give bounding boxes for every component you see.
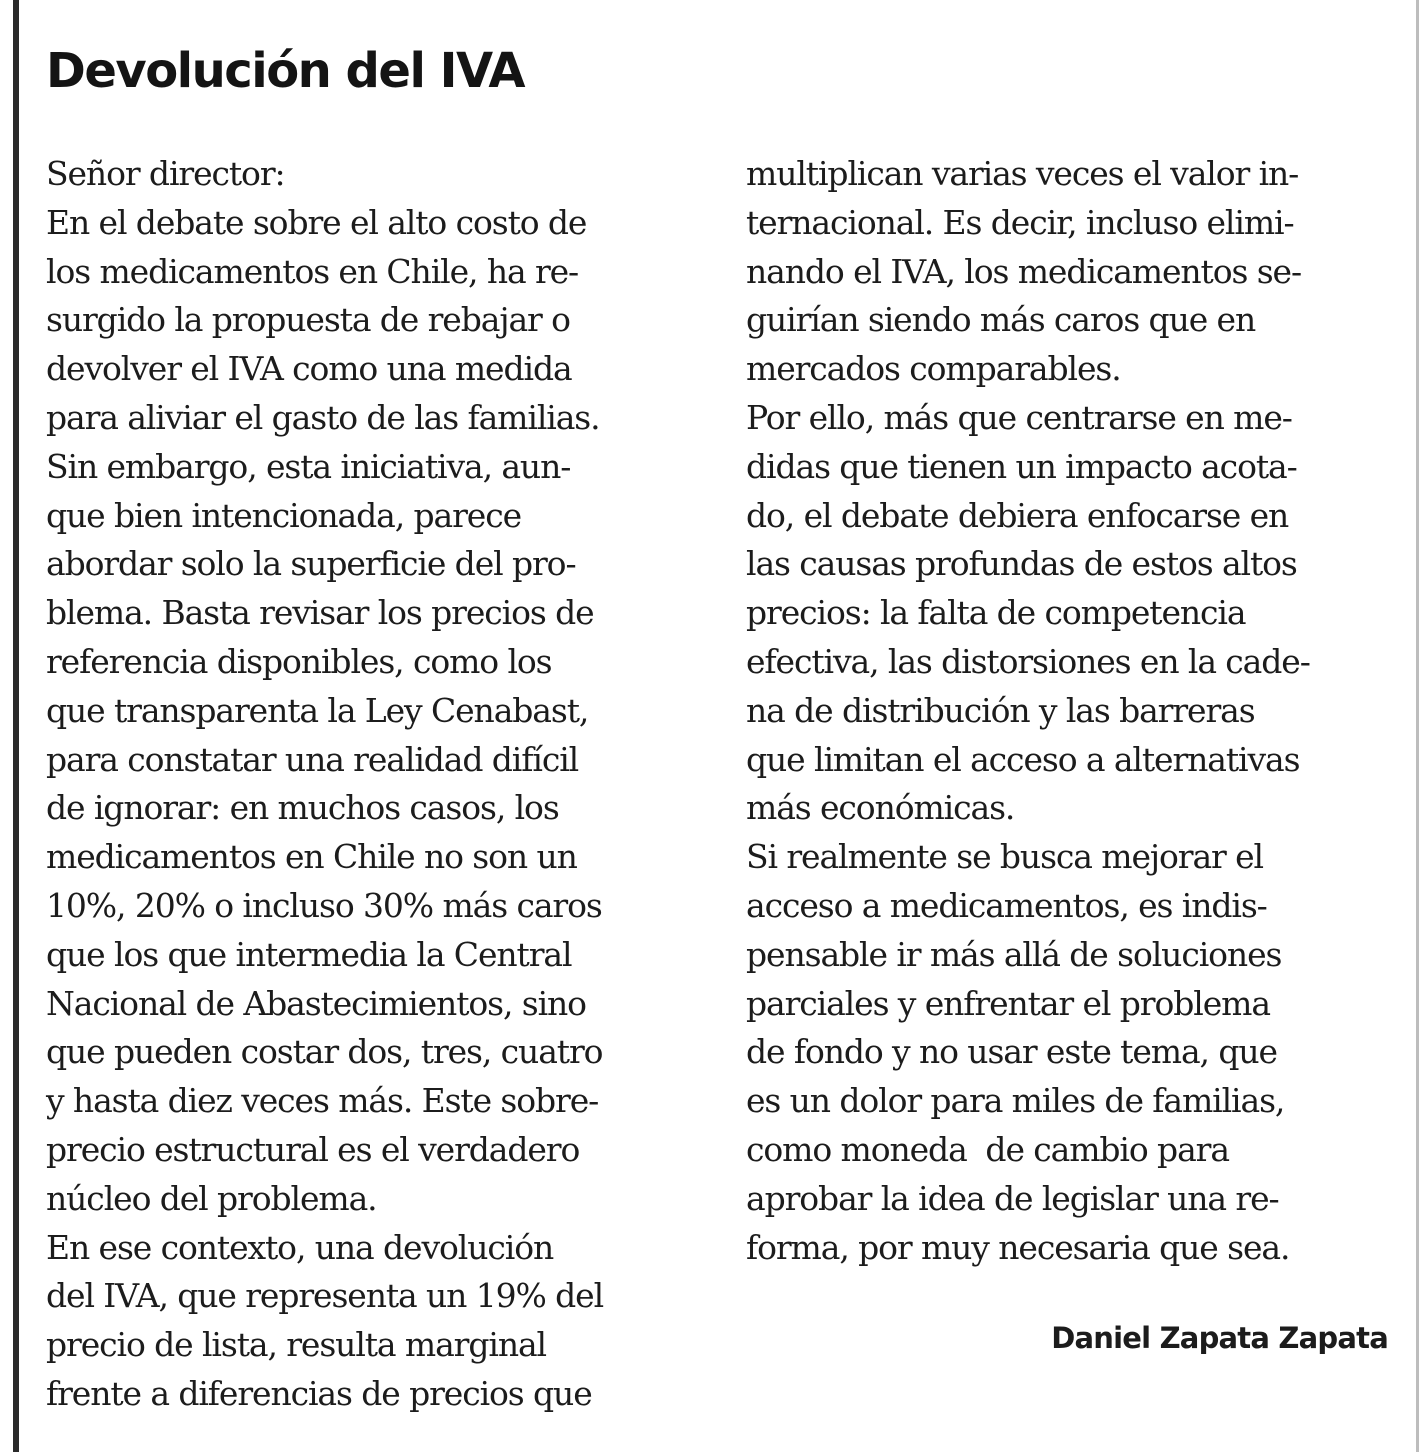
text-line: los medicamentos en Chile, ha re- [46,251,579,291]
text-line: nando el IVA, los medicamentos se- [746,251,1302,291]
text-line: Si realmente se busca mejorar el [746,837,1263,877]
text-line: surgido la propuesta de rebajar o [46,300,570,340]
text-line: núcleo del problema. [46,1178,377,1218]
text-line: 10%, 20% o incluso 30% más caros [46,885,602,925]
text-line: que limitan el acceso a alternativas [746,739,1300,779]
text-line: devolver el IVA como una medida [46,349,572,389]
column-rule-left [13,0,19,1452]
text-line: forma, por muy necesaria que sea. [746,1227,1290,1267]
text-line: parciales y enfrentar el problema [746,983,1270,1023]
text-line: blema. Basta revisar los precios de [46,593,594,633]
text-line: precios: la falta de competencia [746,593,1246,633]
text-line: didas que tienen un impacto acota- [746,446,1297,486]
text-line: acceso a medicamentos, es indis- [746,885,1267,925]
text-line: mercados comparables. [746,349,1121,389]
text-line: que los que intermedia la Central [46,934,572,974]
text-line: abordar solo la superficie del pro- [46,544,576,584]
text-line: aprobar la idea de legislar una re- [746,1178,1279,1218]
text-line: para constatar una realidad difícil [46,739,579,779]
text-line: que transparenta la Ley Cenabast, [46,690,589,730]
text-line: Nacional de Abastecimientos, sino [46,983,586,1023]
text-line: medicamentos en Chile no son un [46,837,577,877]
text-line: Sin embargo, esta iniciativa, aun- [46,446,571,486]
text-line: efectiva, las distorsiones en la cade- [746,641,1310,681]
text-line: que pueden costar dos, tres, cuatro [46,1032,603,1072]
letter-headline: Devolución del IVA [46,43,525,99]
text-line: para aliviar el gasto de las familias. [46,397,600,437]
text-line: de fondo y no usar este tema, que [746,1032,1277,1072]
text-line: precio de lista, resulta marginal [46,1325,546,1365]
text-line: Por ello, más que centrarse en me- [746,397,1292,437]
text-line: más económicas. [746,788,1015,828]
text-line: pensable ir más allá de soluciones [746,934,1282,974]
author-signature: Daniel Zapata Zapata [1051,1321,1388,1355]
text-line: precio estructural es el verdadero [46,1129,580,1169]
text-line: como moneda de cambio para [746,1129,1229,1169]
text-line: ternacional. Es decir, incluso elimi- [746,202,1294,242]
text-line: guirían siendo más caros que en [746,300,1256,340]
text-line: referencia disponibles, como los [46,641,552,681]
text-line: y hasta diez veces más. Este sobre- [46,1081,599,1121]
text-line: na de distribución y las barreras [746,690,1255,730]
text-line: frente a diferencias de precios que [46,1373,592,1413]
text-line: las causas profundas de estos altos [746,544,1297,584]
text-line: En el debate sobre el alto costo de [46,202,587,242]
column-rule-right [1416,0,1419,1452]
text-line: do, el debate debiera enfocarse en [746,495,1289,535]
text-line: del IVA, que representa un 19% del [46,1276,604,1316]
text-line: Señor director: [46,154,285,193]
letter-column-right [746,150,1396,1272]
letter-column-left [46,150,696,1419]
text-line: que bien intencionada, parece [46,495,522,535]
text-line: de ignorar: en muchos casos, los [46,788,559,828]
text-line: es un dolor para miles de familias, [746,1081,1285,1121]
text-line: multiplican varias veces el valor in- [746,154,1299,193]
text-line: En ese contexto, una devolución [46,1227,554,1267]
